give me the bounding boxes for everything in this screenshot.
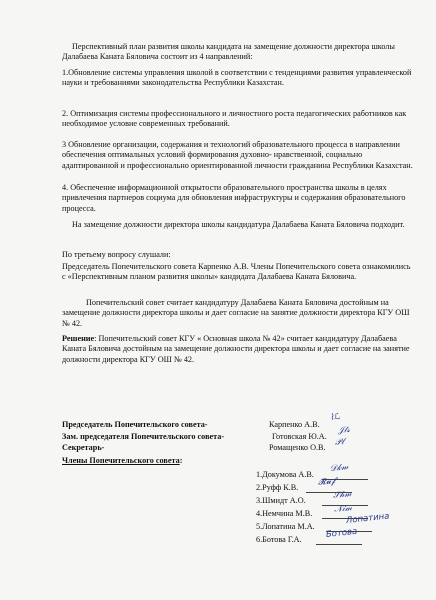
- member-2: 2.Руфф К.В.: [256, 483, 299, 492]
- member-2-signature: 𝓡𝓾𝓯: [317, 476, 336, 488]
- deputy-signature: 𝒥𝓉𝓈: [337, 424, 351, 436]
- candidate-paragraph: На замещение должности директора школы кандидатура Далабаева Каната Бяловича подходит.: [72, 220, 405, 229]
- direction-4: 4. Обеспечение информационной открытости образовательного пространства школы в целях привлечения партнеров социума для обновления инфраструктуры и содержания образовательного процесса.: [62, 183, 406, 213]
- decision-paragraph: [62, 334, 414, 365]
- secretary-role: Секретарь-: [62, 443, 105, 452]
- members-role: Члены Попечительского совета:: [62, 456, 183, 465]
- member-6: 6.Ботова Г.А.: [256, 535, 302, 544]
- decision-label: Решение: [62, 334, 95, 343]
- member-1-signature: 𝒟𝓀𝓂: [329, 462, 349, 474]
- secretary-name: Ромащенко О.В.: [269, 443, 326, 452]
- heard-label: По третьему вопросу слушали:: [62, 250, 171, 259]
- member-3: 3.Шмидт А.О.: [256, 496, 306, 505]
- chair-name: Карпенко А.В.: [269, 420, 320, 429]
- direction-3: 3 Обновление организации, содержания и технологий образовательного процесса в направлении обеспечения оптимальных условий формирования духовно- нравственной, социально адаптированной и профессионально ориентированной личности гражданина Республики Казахстан.: [62, 140, 413, 170]
- chair-paragraph: Председатель Попечительского совета Карпенко А.В. Члены Попечительского совета ознакомились с «Перспективным планом развития школы» кандидата Далабаева Каната Бяловича.: [62, 262, 411, 282]
- member-6-signature: Ботова: [325, 526, 358, 540]
- member-1: 1.Докумова А.В.: [256, 470, 314, 479]
- deputy-name: Готовская Ю.А.: [272, 432, 327, 441]
- chair-signature: ⌇ℒ: [329, 411, 341, 423]
- member-4: 4.Немчина М.В.: [256, 509, 313, 518]
- intro-paragraph: Перспективный план развития школы кандидата на замещение должности директора школы Далабаева Каната Бяловича состоит из 4 направлений:: [62, 42, 395, 62]
- decision-text: : Попечительский совет КГУ « Основная школа № 42» считает кандидатуру Далабаева Каната Бяловича достойным на замещение должности директора школы и дает согласие на занятие должности директора КГУ ОШ № 42.: [62, 334, 410, 364]
- council-paragraph: Попечительский совет считает кандидатуру Далабаева Каната Бяловича достойным на замещение должности директора школы и дает согласие на занятие должности директора КГУ ОШ № 42.: [62, 298, 410, 328]
- secretary-signature: 𝒫𝓁: [334, 437, 345, 448]
- signature-line: [316, 544, 362, 545]
- member-5: 5.Лопатина М.А.: [256, 522, 315, 531]
- direction-1: 1.Обновление системы управления школой в соответствии с тенденциями развития управленческой науки и требованиями законодательства Республики Казахстан.: [62, 68, 412, 88]
- direction-2: 2. Оптимизация системы профессионального и личностного роста педагогических работников как необходимое условие современных требований.: [62, 109, 407, 129]
- chair-role: Председатель Попечительского совета-: [62, 420, 208, 429]
- deputy-role: Зам. председателя Попечительского совета-: [62, 432, 225, 441]
- member-4-signature: 𝒩𝒾𝓂: [333, 503, 353, 515]
- member-5-signature: Лопатина: [345, 511, 390, 526]
- member-3-signature: 𝒮𝒽𝓂: [332, 489, 353, 501]
